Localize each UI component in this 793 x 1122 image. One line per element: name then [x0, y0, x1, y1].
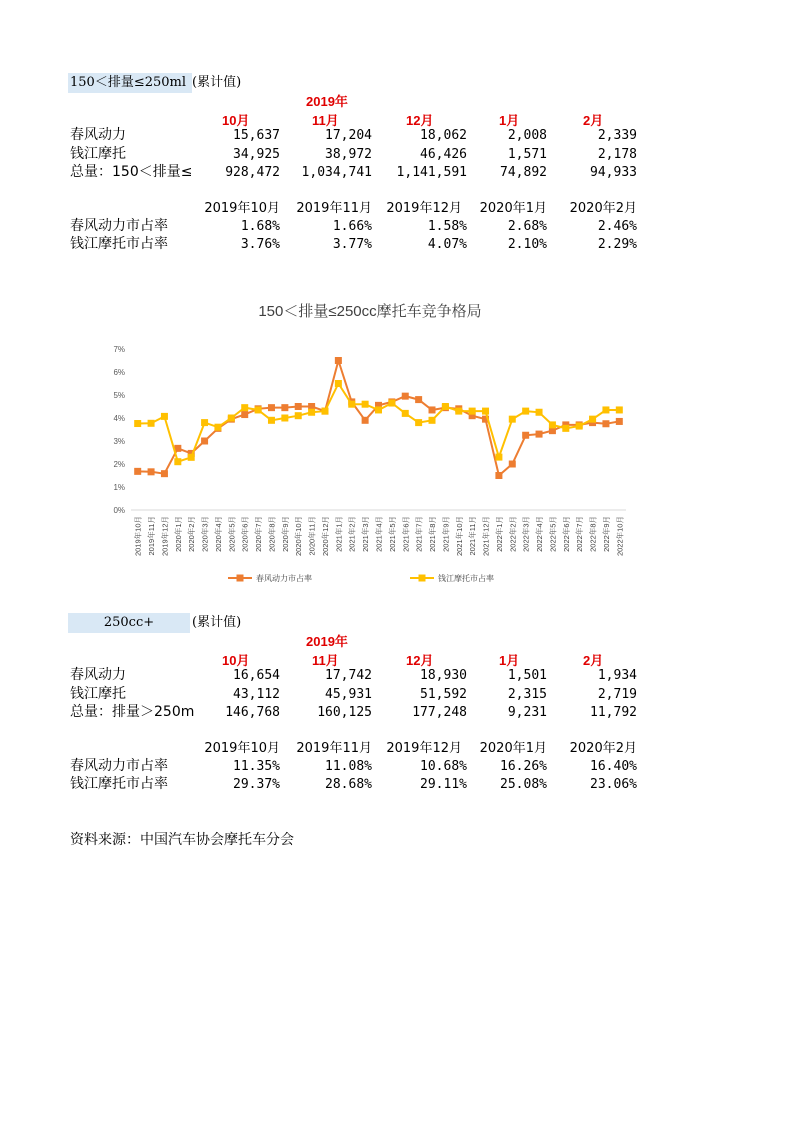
data-point — [362, 401, 369, 408]
table-cell: 146,768 — [225, 705, 280, 720]
data-point — [241, 411, 248, 418]
data-point — [388, 400, 395, 407]
data-point — [134, 468, 141, 475]
data-point — [281, 404, 288, 411]
x-tick-label: 2022年5月 — [548, 516, 558, 552]
share-cell: 1.66% — [332, 219, 372, 234]
data-point — [214, 424, 221, 431]
data-point — [295, 412, 302, 419]
share-cell: 23.06% — [590, 777, 637, 792]
table-cell: 928,472 — [225, 165, 280, 180]
section1-month-header: 11月 — [312, 113, 339, 128]
data-point — [161, 413, 168, 420]
table-cell: 38,972 — [325, 147, 372, 162]
table-cell: 17,742 — [325, 668, 372, 683]
y-tick-label: 6% — [113, 368, 125, 377]
share-row-label: 春风动力市占率 — [70, 218, 168, 234]
y-tick-label: 1% — [113, 483, 125, 492]
share-cell: 10.68% — [420, 759, 467, 774]
data-point — [402, 393, 409, 400]
table-cell: 51,592 — [420, 687, 467, 702]
data-point — [268, 417, 275, 424]
share-column-header: 2019年10月 — [204, 201, 280, 216]
y-tick-label: 5% — [113, 391, 125, 400]
x-tick-label: 2019年12月 — [160, 516, 170, 557]
x-tick-label: 2020年1月 — [173, 516, 183, 552]
share-row-label: 钱江摩托市占率 — [70, 776, 168, 792]
x-tick-label: 2021年7月 — [414, 516, 424, 552]
data-point — [536, 431, 543, 438]
x-tick-label: 2020年9月 — [280, 516, 290, 552]
table-cell: 17,204 — [325, 128, 372, 143]
data-point — [536, 409, 543, 416]
data-point — [522, 432, 529, 439]
section2-month-header: 11月 — [312, 653, 339, 668]
data-point — [509, 416, 516, 423]
section1-month-header: 2月 — [583, 113, 604, 128]
share-cell: 16.26% — [500, 759, 547, 774]
x-tick-label: 2022年4月 — [535, 516, 545, 552]
share-column-header: 2019年11月 — [296, 741, 372, 756]
share-cell: 29.11% — [420, 777, 467, 792]
share-cell: 11.08% — [325, 759, 372, 774]
share-column-header: 2019年11月 — [296, 201, 372, 216]
x-tick-label: 2022年7月 — [575, 516, 585, 552]
share-column-header: 2020年1月 — [479, 741, 547, 756]
data-point — [616, 406, 623, 413]
share-cell: 2.68% — [507, 219, 547, 234]
x-tick-label: 2020年7月 — [254, 516, 264, 552]
table-cell: 11,792 — [590, 705, 637, 720]
data-point — [268, 404, 275, 411]
share-column-header: 2019年12月 — [386, 741, 462, 756]
table-row-label: 钱江摩托 — [70, 146, 126, 162]
table-cell: 94,933 — [590, 165, 637, 180]
table-cell: 18,930 — [420, 668, 467, 683]
x-tick-label: 2021年6月 — [401, 516, 411, 552]
data-point — [188, 454, 195, 461]
section1-month-header: 12月 — [406, 113, 434, 128]
data-point — [255, 406, 262, 413]
x-tick-label: 2022年6月 — [561, 516, 571, 552]
y-tick-label: 4% — [113, 414, 125, 423]
data-point — [616, 418, 623, 425]
x-tick-label: 2021年10月 — [454, 516, 464, 557]
x-tick-label: 2021年5月 — [387, 516, 397, 552]
x-tick-label: 2019年10月 — [133, 516, 143, 557]
data-point — [161, 470, 168, 477]
table-row-label: 春风动力 — [70, 127, 126, 143]
x-tick-label: 2021年1月 — [334, 516, 344, 552]
table-cell: 2,719 — [597, 687, 637, 702]
share-cell: 2.10% — [507, 237, 547, 252]
data-point — [148, 468, 155, 475]
section1-month-header: 10月 — [222, 113, 250, 128]
x-tick-label: 2021年2月 — [347, 516, 357, 552]
table-cell: 1,501 — [507, 668, 547, 683]
share-column-header: 2020年2月 — [569, 201, 637, 216]
data-point — [442, 403, 449, 410]
data-point — [602, 406, 609, 413]
share-column-header: 2020年2月 — [569, 741, 637, 756]
legend-marker — [237, 575, 244, 582]
section2-month-header: 10月 — [222, 653, 250, 668]
data-point — [495, 454, 502, 461]
data-point — [174, 458, 181, 465]
x-tick-label: 2020年2月 — [187, 516, 197, 552]
table-cell: 45,931 — [325, 687, 372, 702]
x-tick-label: 2021年12月 — [481, 516, 491, 557]
x-tick-label: 2019年11月 — [147, 516, 157, 556]
share-row-label: 春风动力市占率 — [70, 758, 168, 774]
y-tick-label: 7% — [113, 345, 125, 354]
series-line — [138, 384, 620, 462]
data-point — [148, 420, 155, 427]
data-point — [335, 380, 342, 387]
data-point — [201, 438, 208, 445]
section2-suffix: (累计值) — [192, 615, 242, 630]
x-tick-label: 2020年5月 — [227, 516, 237, 552]
share-cell: 2.29% — [597, 237, 637, 252]
data-point — [576, 423, 583, 430]
table-cell: 43,112 — [233, 687, 280, 702]
x-tick-label: 2020年12月 — [320, 516, 330, 557]
share-cell: 1.58% — [427, 219, 467, 234]
x-tick-label: 2021年4月 — [374, 516, 384, 552]
data-point — [308, 409, 315, 416]
data-point — [522, 408, 529, 415]
data-point — [362, 417, 369, 424]
data-point — [429, 406, 436, 413]
chart-title: 150＜排量≤250cc摩托车竞争格局 — [258, 303, 482, 320]
table-cell: 15,637 — [233, 128, 280, 143]
data-point — [415, 419, 422, 426]
data-point — [281, 415, 288, 422]
y-tick-label: 2% — [113, 460, 125, 469]
section1-suffix: (累计值) — [192, 75, 242, 90]
share-cell: 16.40% — [590, 759, 637, 774]
section2-month-header: 1月 — [499, 653, 520, 668]
share-line-chart — [0, 330, 793, 630]
data-point — [429, 417, 436, 424]
data-point — [415, 396, 422, 403]
table-cell: 2,178 — [597, 147, 637, 162]
table-cell: 1,571 — [507, 147, 547, 162]
data-point — [589, 416, 596, 423]
table-cell: 1,141,591 — [396, 165, 467, 180]
x-tick-label: 2021年9月 — [441, 516, 451, 552]
data-point — [335, 357, 342, 364]
data-point — [348, 401, 355, 408]
section2-year-label: 2019年 — [306, 634, 348, 649]
share-column-header: 2020年1月 — [479, 201, 547, 216]
data-point — [134, 420, 141, 427]
x-tick-label: 2022年1月 — [494, 516, 504, 552]
table-cell: 16,654 — [233, 668, 280, 683]
data-point — [228, 415, 235, 422]
x-tick-label: 2020年6月 — [240, 516, 250, 552]
share-cell: 28.68% — [325, 777, 372, 792]
table-row-label: 总量：排量＞250m — [70, 704, 194, 720]
data-point — [602, 420, 609, 427]
x-tick-label: 2020年11月 — [307, 516, 317, 556]
share-column-header: 2019年10月 — [204, 741, 280, 756]
share-cell: 11.35% — [233, 759, 280, 774]
data-point — [402, 410, 409, 417]
data-point — [241, 404, 248, 411]
table-row-label: 总量：150＜排量≤ — [70, 164, 193, 180]
x-tick-label: 2020年10月 — [294, 516, 304, 557]
table-cell: 46,426 — [420, 147, 467, 162]
data-point — [562, 425, 569, 432]
x-tick-label: 2022年3月 — [521, 516, 531, 552]
table-cell: 1,934 — [597, 668, 637, 683]
legend-label: 春风动力市占率 — [256, 574, 312, 583]
x-tick-label: 2020年4月 — [213, 516, 223, 552]
x-tick-label: 2021年11月 — [468, 516, 478, 556]
x-tick-label: 2022年9月 — [601, 516, 611, 552]
data-point — [469, 408, 476, 415]
table-cell: 2,339 — [597, 128, 637, 143]
x-tick-label: 2022年2月 — [508, 516, 518, 552]
data-point — [509, 461, 516, 468]
x-tick-label: 2021年3月 — [361, 516, 371, 552]
share-cell: 4.07% — [427, 237, 467, 252]
series-line — [138, 361, 620, 476]
table-cell: 177,248 — [412, 705, 467, 720]
y-tick-label: 0% — [113, 506, 125, 515]
y-tick-label: 3% — [113, 437, 125, 446]
data-point — [482, 408, 489, 415]
legend-label: 钱江摩托市占率 — [438, 574, 494, 583]
x-tick-label: 2020年8月 — [267, 516, 277, 552]
section2-month-header: 2月 — [583, 653, 604, 668]
share-cell: 1.68% — [240, 219, 280, 234]
share-column-header: 2019年12月 — [386, 201, 462, 216]
section2-month-header: 12月 — [406, 653, 434, 668]
section2-header: 250cc+ — [68, 613, 190, 633]
share-cell: 2.46% — [597, 219, 637, 234]
share-cell: 3.76% — [240, 237, 280, 252]
share-row-label: 钱江摩托市占率 — [70, 236, 168, 252]
table-row-label: 春风动力 — [70, 667, 126, 683]
share-cell: 29.37% — [233, 777, 280, 792]
data-point — [375, 406, 382, 413]
share-cell: 25.08% — [500, 777, 547, 792]
table-cell: 2,008 — [507, 128, 547, 143]
x-tick-label: 2022年8月 — [588, 516, 598, 552]
table-row-label: 钱江摩托 — [70, 686, 126, 702]
table-cell: 1,034,741 — [301, 165, 372, 180]
x-tick-label: 2020年3月 — [200, 516, 210, 552]
data-point — [321, 408, 328, 415]
data-point — [495, 472, 502, 479]
table-cell: 74,892 — [500, 165, 547, 180]
table-cell: 2,315 — [507, 687, 547, 702]
source-note: 资料来源：中国汽车协会摩托车分会 — [70, 832, 294, 848]
x-tick-label: 2021年8月 — [428, 516, 438, 552]
table-cell: 160,125 — [317, 705, 372, 720]
data-point — [201, 419, 208, 426]
section1-header: 150＜排量≤250ml — [68, 73, 192, 93]
share-cell: 3.77% — [332, 237, 372, 252]
legend-marker — [419, 575, 426, 582]
x-tick-label: 2022年10月 — [615, 516, 625, 557]
data-point — [455, 408, 462, 415]
data-point — [295, 403, 302, 410]
table-cell: 34,925 — [233, 147, 280, 162]
table-cell: 9,231 — [507, 705, 547, 720]
section1-year-label: 2019年 — [306, 94, 348, 109]
table-cell: 18,062 — [420, 128, 467, 143]
section1-month-header: 1月 — [499, 113, 520, 128]
data-point — [549, 421, 556, 428]
